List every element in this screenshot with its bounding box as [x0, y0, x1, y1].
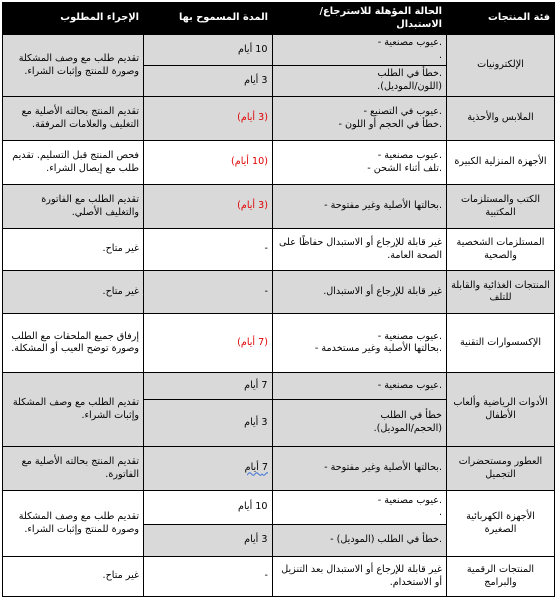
- period-cell: 10 أيام: [144, 35, 273, 65]
- period-cell: (10 أيام): [144, 141, 273, 185]
- period-cell: 10 أيام: [144, 491, 273, 524]
- header-category: فئة المنتجات: [447, 3, 555, 35]
- action-cell: تقديم المنتج بحالته الأصلية مع التغليف والعلامات المرفقة.: [3, 97, 144, 141]
- condition-cell: .عيوب مصنعية - .: [272, 491, 446, 524]
- table-row: [3, 314, 555, 373]
- table-row: [3, 97, 555, 141]
- condition-cell: .خطأ في الطلب (اللون/الموديل).: [272, 65, 446, 96]
- header-period: المدة المسموح بها: [144, 3, 273, 35]
- split-cell: [144, 373, 447, 447]
- table-row: [3, 229, 555, 271]
- table-row: [3, 185, 555, 229]
- category-cell: المنتجات الغذائية والقابلة للتلف: [447, 271, 555, 314]
- category-cell: المستلزمات الشخصية والصحية: [447, 229, 555, 271]
- period-cell: 7 أيام: [144, 447, 273, 491]
- condition-cell: غير قابلة للإرجاع أو الاستبدال حفاظًا على الصحة العامة.: [273, 229, 447, 271]
- action-cell: تقديم الطلب مع الفاتورة والتغليف الأصلي.: [3, 185, 144, 229]
- header-conditions: الحالة المؤهلة للاسترجاع/الاستبدال: [273, 3, 447, 35]
- period-cell: -: [144, 229, 273, 271]
- category-cell: الملابس والأحذية: [447, 97, 555, 141]
- table-row: [3, 35, 555, 97]
- period-cell: 3 أيام: [144, 399, 273, 446]
- action-cell: تقديم طلب مع وصف المشكلة وصورة للمنتج وإثبات الشراء.: [3, 35, 144, 97]
- condition-cell: .عيوب مصنعية -: [272, 373, 446, 399]
- split-cell: [144, 491, 447, 557]
- action-cell: غير متاح.: [3, 229, 144, 271]
- category-cell: المنتجات الرقمية والبرامج: [447, 557, 555, 597]
- split-cell: [144, 35, 447, 97]
- table-row: [3, 447, 555, 491]
- action-cell: تقديم المنتج بحالته الأصلية مع الفاتورة.: [3, 447, 144, 491]
- table-header-row: [3, 3, 555, 35]
- condition-cell: غير قابلة للإرجاع أو الاستبدال بعد التنزيل أو الاستخدام.: [273, 557, 447, 597]
- category-cell: الأجهزة الكهربائية الصغيرة: [447, 491, 555, 557]
- action-cell: تقديم طلب مع وصف المشكلة وصورة للمنتج وإثبات الشراء.: [3, 491, 144, 557]
- condition-cell: .عيوب مصنعية - .تلف أثناء الشحن -: [273, 141, 447, 185]
- action-cell: تقديم الطلب مع وصف المشكلة وإثبات الشراء.: [3, 373, 144, 447]
- condition-cell: .عيوب في التصنيع - .خطأ في الحجم أو اللون -: [273, 97, 447, 141]
- category-cell: الأجهزة المنزلية الكبيرة: [447, 141, 555, 185]
- action-cell: فحص المنتج قبل التسليم. تقديم طلب مع إيصال الشراء.: [3, 141, 144, 185]
- category-cell: العطور ومستحضرات التجميل: [447, 447, 555, 491]
- condition-cell: .بحالتها الأصلية وغير مفتوحة -: [273, 185, 447, 229]
- table-row: [3, 491, 555, 557]
- condition-cell: .بحالتها الأصلية وغير مفتوحة -: [273, 447, 447, 491]
- period-cell: (3 أيام): [144, 185, 273, 229]
- period-cell: (7 أيام): [144, 314, 273, 373]
- period-cell: -: [144, 271, 273, 314]
- table-row: [3, 557, 555, 597]
- action-cell: غير متاح.: [3, 271, 144, 314]
- period-cell: 3 أيام: [144, 524, 273, 556]
- category-cell: الكتب والمستلزمات المكتبية: [447, 185, 555, 229]
- return-policy-table: [2, 2, 555, 597]
- period-cell: 7 أيام: [144, 373, 273, 399]
- period-cell: 3 أيام: [144, 65, 273, 96]
- condition-cell: خطأ في الطلب (الحجم/الموديل).: [272, 399, 446, 446]
- header-action: الإجراء المطلوب: [3, 3, 144, 35]
- period-cell: -: [144, 557, 273, 597]
- action-cell: غير متاح.: [3, 557, 144, 597]
- category-cell: الإكسسوارات التقنية: [447, 314, 555, 373]
- period-cell: (3 أيام): [144, 97, 273, 141]
- condition-cell: .عيوب مصنعية - .بحالتها الأصلية وغير مستخدمة -: [273, 314, 447, 373]
- action-cell: إرفاق جميع الملحقات مع الطلب وصورة توضح العيب أو المشكلة.: [3, 314, 144, 373]
- table-row: [3, 141, 555, 185]
- condition-cell: غير قابلة للإرجاع أو الاستبدال.: [273, 271, 447, 314]
- category-cell: الأدوات الرياضية وألعاب الأطفال: [447, 373, 555, 447]
- condition-cell: .خطأ في الطلب (الموديل) -: [272, 524, 446, 556]
- table-row: [3, 271, 555, 314]
- condition-cell: .عيوب مصنعية - .: [272, 35, 446, 65]
- category-cell: الإلكترونيات: [447, 35, 555, 97]
- table-row: [3, 373, 555, 447]
